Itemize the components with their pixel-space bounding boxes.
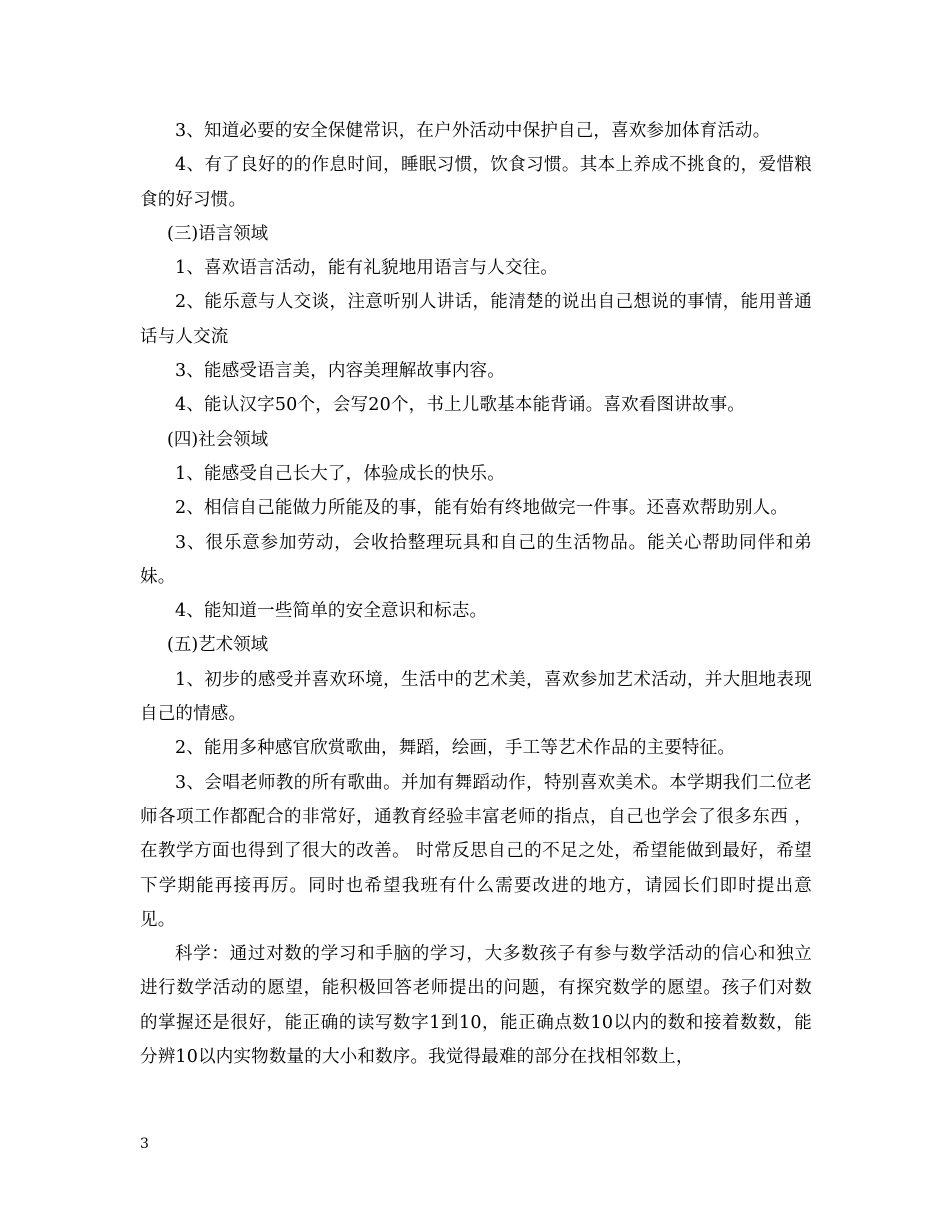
paragraph-social-3: 3、很乐意参加劳动，会收拾整理玩具和自己的生活物品。能关心帮助同伴和弟妹。	[140, 532, 812, 587]
paragraph-language-3: 3、能感受语言美，内容美理解故事内容。	[175, 361, 505, 382]
paragraph-art-3: 3、会唱老师教的所有歌曲。并加有舞蹈动作，特别喜欢美术。本学期我们二位老师各项工作都配合的非常好，通教育经验丰富老师的指点，自己也学会了很多东西 ，在教学方面也得到了很大的改善。 时常反思自己的不足之处，希望能做到最好，希望下学期能再接再厉。同时也希望我班有什么需要改进的地方，请园长们即时提出意见。	[140, 772, 812, 930]
paragraph-language-1: 1、喜欢语言活动，能有礼貌地用语言与人交往。	[175, 258, 559, 279]
section-heading-language: (三)语言领域	[167, 223, 269, 244]
paragraph-language-4: 4、能认汉字50个，会写20个，书上儿歌基本能背诵。喜欢看图讲故事。	[175, 395, 745, 416]
paragraph-social-1: 1、能感受自己长大了，体验成长的快乐。	[175, 463, 505, 484]
paragraph-health-3: 3、知道必要的安全保健常识，在户外活动中保护自己，喜欢参加体育活动。	[175, 121, 771, 141]
document-body	[140, 114, 812, 1074]
paragraph-science: 科学：通过对数的学习和手脑的学习，大多数孩子有参与数学活动的信心和独立进行数学活动的愿望，能积极回答老师提出的问题，有探究数学的愿望。孩子们对数的掌握还是很好，能正确的读写数字1到10，能正确点数10以内的数和接着数数，能分辨10以内实物数量的大小和数序。我觉得最难的部分在找相邻数上，	[140, 944, 812, 1068]
paragraph-art-1: 1、初步的感受并喜欢环境，生活中的艺术美，喜欢参加艺术活动，并大胆地表现自己的情感。	[140, 669, 812, 725]
page-number: 3	[140, 1136, 149, 1152]
paragraph-art-2: 2、能用多种感官欣赏歌曲，舞蹈，绘画，手工等艺术作品的主要特征。	[175, 738, 736, 759]
paragraph-social-4: 4、能知道一些简单的安全意识和标志。	[175, 601, 488, 622]
paragraph-health-4: 4、有了良好的的作息时间，睡眠习惯，饮食习惯。其本上养成不挑食的，爱惜粮食的好习惯。	[140, 155, 812, 210]
paragraph-language-2: 2、能乐意与人交谈，注意听别人讲话，能清楚的说出自己想说的事情，能用普通话与人交流	[140, 292, 812, 347]
section-heading-art: (五)艺术领域	[167, 635, 269, 656]
paragraph-social-2: 2、相信自己能做力所能及的事，能有始有终地做完一件事。还喜欢帮助别人。	[175, 498, 789, 519]
section-heading-social: (四)社会领域	[167, 429, 269, 450]
